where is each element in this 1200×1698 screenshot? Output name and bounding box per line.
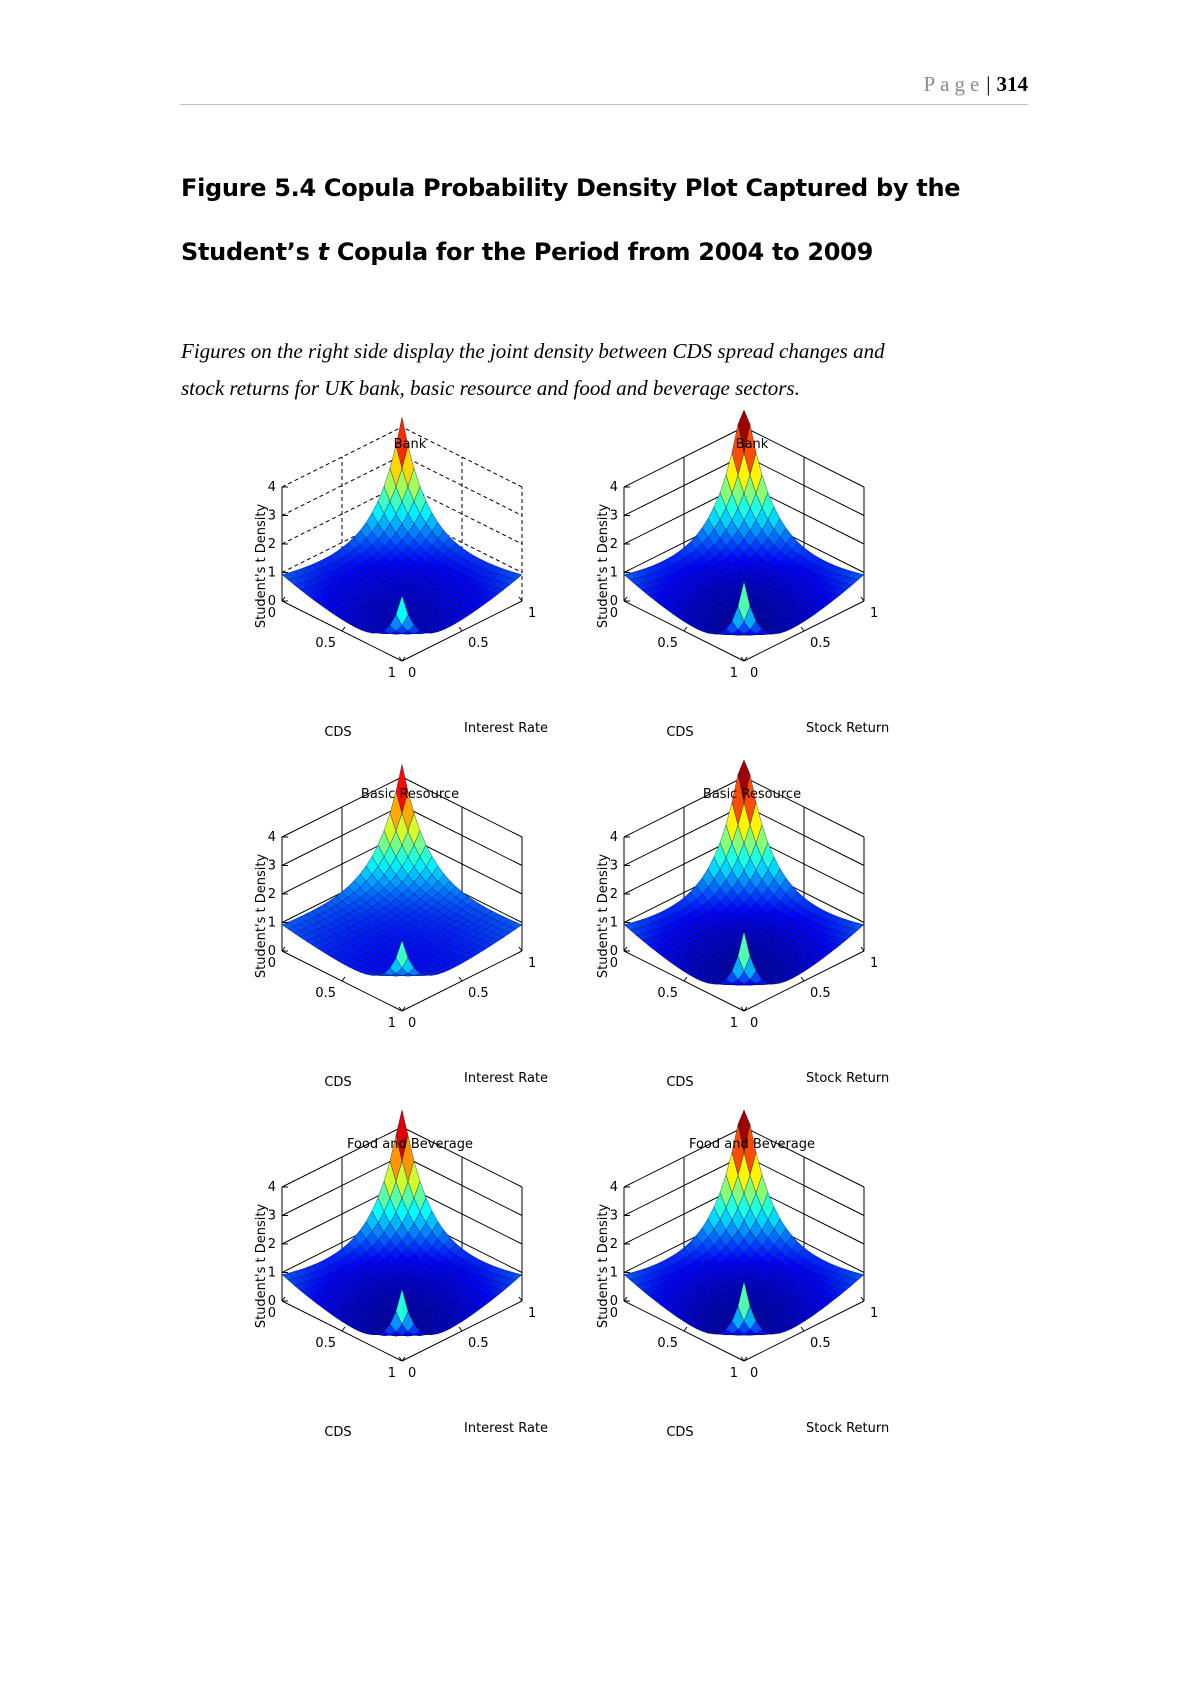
chart-basic-resource-stock-return xyxy=(596,786,930,1116)
x-tick-label: 1 xyxy=(729,1366,738,1381)
x-tick-label: 0.5 xyxy=(315,1336,336,1351)
chart-svg xyxy=(254,786,588,1116)
figure-title-line1: Figure 5.4 Copula Probability Density Plot Captured by the xyxy=(181,174,961,202)
z-tick-label: 4 xyxy=(267,1180,276,1195)
y-tick-label: 0.5 xyxy=(468,1336,489,1351)
z-tick-label: 4 xyxy=(609,480,618,495)
x-tick xyxy=(684,627,687,631)
z-tick-label: 1 xyxy=(609,565,618,581)
z-tick-label: 4 xyxy=(609,1180,618,1195)
z-axis-label: Student's t Density xyxy=(596,853,611,979)
y-tick-label: 1 xyxy=(870,606,879,621)
y-axis-label: Interest Rate xyxy=(464,721,549,736)
y-tick-label: 0.5 xyxy=(810,1336,831,1351)
y-tick-label: 1 xyxy=(870,956,879,971)
y-tick-label: 0 xyxy=(408,1366,417,1381)
x-axis-label: CDS xyxy=(666,1425,694,1440)
y-tick xyxy=(801,1327,804,1331)
z-tick-label: 1 xyxy=(267,565,276,581)
y-tick-label: 0.5 xyxy=(468,636,489,651)
z-tick-label: 1 xyxy=(609,1265,618,1281)
x-tick xyxy=(684,977,687,981)
plot-area xyxy=(254,417,548,740)
z-axis-label: Student's t Density xyxy=(596,1203,611,1329)
z-axis-label: Student's t Density xyxy=(254,853,269,979)
z-tick-label: 0 xyxy=(609,594,618,609)
z-tick-label: 3 xyxy=(267,1208,276,1224)
chart-title: Food and Beverage xyxy=(346,1137,474,1152)
chart-svg xyxy=(596,786,930,1116)
y-tick xyxy=(801,627,804,631)
z-tick-label: 2 xyxy=(267,887,276,902)
y-tick xyxy=(801,977,804,981)
y-axis-label: Interest Rate xyxy=(464,1421,549,1436)
z-axis-label: Student's t Density xyxy=(596,503,611,629)
y-tick-label: 1 xyxy=(528,956,537,971)
z-tick-label: 4 xyxy=(609,830,618,845)
chart-title: Bank xyxy=(735,437,769,452)
z-tick-label: 0 xyxy=(267,1294,276,1309)
x-tick-label: 0 xyxy=(267,956,276,971)
z-tick-label: 1 xyxy=(267,915,276,931)
chart-title: Basic Resource xyxy=(360,787,460,802)
x-axis-label: CDS xyxy=(324,725,352,740)
x-tick-label: 1 xyxy=(729,666,738,681)
figure-title xyxy=(181,156,1041,284)
y-tick-label: 0.5 xyxy=(810,986,831,1001)
y-tick-label: 1 xyxy=(528,1306,537,1321)
y-tick-label: 0 xyxy=(408,666,417,681)
x-tick-label: 0.5 xyxy=(315,636,336,651)
chart-title: Food and Beverage xyxy=(688,1137,816,1152)
y-axis-label: Stock Return xyxy=(806,721,890,736)
y-tick-label: 1 xyxy=(870,1306,879,1321)
x-tick-label: 1 xyxy=(387,666,396,681)
x-tick-label: 0 xyxy=(609,1306,618,1321)
page-separator: | xyxy=(986,72,991,96)
z-tick-label: 3 xyxy=(267,508,276,524)
z-tick-label: 0 xyxy=(609,944,618,959)
chart-title: Basic Resource xyxy=(702,787,802,802)
x-tick-label: 0.5 xyxy=(315,986,336,1001)
caption-line1: Figures on the right side display the joint density between CDS spread changes and xyxy=(181,339,885,363)
chart-food-beverage-interest-rate xyxy=(254,1136,588,1466)
x-tick-label: 0.5 xyxy=(657,986,678,1001)
chart-food-beverage-stock-return xyxy=(596,1136,930,1466)
x-axis-label: CDS xyxy=(666,725,694,740)
x-tick-label: 0 xyxy=(267,1306,276,1321)
x-tick-label: 1 xyxy=(387,1016,396,1031)
figure-title-line2-prefix: Student’s xyxy=(181,238,318,266)
z-tick-label: 2 xyxy=(609,537,618,552)
y-tick-label: 0 xyxy=(750,1366,759,1381)
z-tick-label: 2 xyxy=(609,887,618,902)
page-header xyxy=(180,68,1028,105)
chart-svg xyxy=(254,1136,588,1466)
z-tick-label: 4 xyxy=(267,830,276,845)
chart-bank-interest-rate xyxy=(254,436,588,766)
y-tick xyxy=(459,1327,462,1331)
chart-svg xyxy=(254,436,588,766)
y-tick-label: 0 xyxy=(750,666,759,681)
y-tick xyxy=(459,977,462,981)
z-tick-label: 2 xyxy=(267,1237,276,1252)
x-tick-label: 1 xyxy=(729,1016,738,1031)
figure-caption xyxy=(181,333,1041,407)
page-number: 314 xyxy=(996,72,1028,96)
x-tick xyxy=(684,1327,687,1331)
x-tick xyxy=(342,977,345,981)
figure-title-italic-t: t xyxy=(317,238,329,266)
x-axis-label: CDS xyxy=(324,1425,352,1440)
plot-area xyxy=(596,760,889,1090)
figure-title-line2-suffix: Copula for the Period from 2004 to 2009 xyxy=(328,238,873,266)
y-tick-label: 0 xyxy=(408,1016,417,1031)
x-tick-label: 0.5 xyxy=(657,636,678,651)
x-tick-label: 0 xyxy=(267,606,276,621)
z-tick-label: 3 xyxy=(609,1208,618,1224)
y-axis-label: Interest Rate xyxy=(464,1071,549,1086)
x-axis-label: CDS xyxy=(666,1075,694,1090)
z-tick-label: 0 xyxy=(609,1294,618,1309)
z-tick-label: 0 xyxy=(267,944,276,959)
chart-bank-stock-return xyxy=(596,436,930,766)
y-tick xyxy=(459,627,462,631)
z-tick-label: 1 xyxy=(267,1265,276,1281)
y-tick-label: 0 xyxy=(750,1016,759,1031)
x-axis-label: CDS xyxy=(324,1075,352,1090)
z-tick-label: 2 xyxy=(267,537,276,552)
chart-title: Bank xyxy=(393,437,427,452)
y-axis-label: Stock Return xyxy=(806,1421,890,1436)
x-tick xyxy=(342,627,345,631)
plot-area xyxy=(254,764,548,1090)
z-axis-label: Student's t Density xyxy=(254,503,269,629)
z-tick-label: 0 xyxy=(267,594,276,609)
chart-basic-resource-interest-rate xyxy=(254,786,588,1116)
z-axis-label: Student's t Density xyxy=(254,1203,269,1329)
z-tick-label: 3 xyxy=(609,508,618,524)
z-tick-label: 3 xyxy=(267,858,276,874)
x-tick-label: 0 xyxy=(609,606,618,621)
plot-area xyxy=(596,410,889,740)
page-label xyxy=(923,72,1028,97)
x-tick-label: 0 xyxy=(609,956,618,971)
y-tick-label: 1 xyxy=(528,606,537,621)
z-tick-label: 2 xyxy=(609,1237,618,1252)
x-tick-label: 0.5 xyxy=(657,1336,678,1351)
plot-area xyxy=(254,1110,548,1440)
page-word: Page xyxy=(923,72,985,96)
caption-line2: stock returns for UK bank, basic resource and food and beverage sectors. xyxy=(181,376,800,400)
z-tick-label: 4 xyxy=(267,480,276,495)
plot-area xyxy=(596,1110,889,1440)
y-tick-label: 0.5 xyxy=(810,636,831,651)
x-tick-label: 1 xyxy=(387,1366,396,1381)
z-tick-label: 1 xyxy=(609,915,618,931)
x-tick xyxy=(342,1327,345,1331)
y-axis-label: Stock Return xyxy=(806,1071,890,1086)
z-tick-label: 3 xyxy=(609,858,618,874)
chart-svg xyxy=(596,1136,930,1466)
y-tick-label: 0.5 xyxy=(468,986,489,1001)
chart-svg xyxy=(596,436,930,766)
